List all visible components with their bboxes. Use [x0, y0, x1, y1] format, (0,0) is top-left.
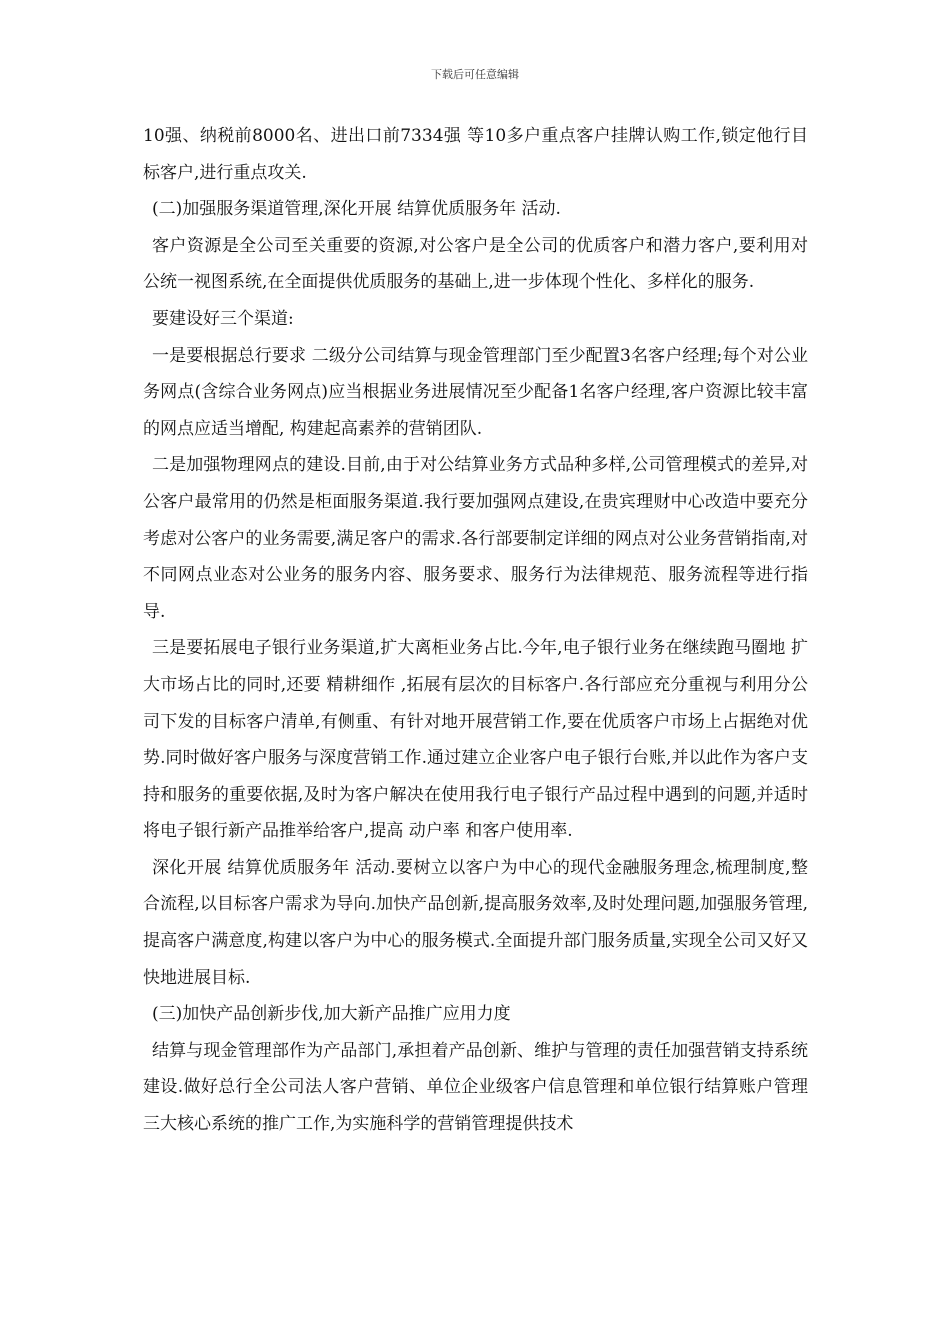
- paragraph: 客户资源是全公司至关重要的资源,对公客户是全公司的优质客户和潜力客户,要利用对公统一视图系统,在全面提供优质服务的基础上,进一步体现个性化、多样化的服务.: [143, 235, 808, 293]
- paragraph: 要建设好三个渠道:: [152, 308, 294, 329]
- paragraph: 10强、纳税前8000名、进出口前7334强 等10多户重点客户挂牌认购工作,锁定他行目标客户,进行重点攻关.: [143, 126, 808, 183]
- paragraph: 三是要拓展电子银行业务渠道,扩大离柜业务占比.今年,电子银行业务在继续跑马圈地 扩大市场占比的同时,还要 精耕细作 ,拓展有层次的目标客户.各行部应充分重视与利用分公司下发的目标客户清单,有侧重、有针对地开展营销工作,要在优质客户市场上占据绝对优势.同时做好客户服务与深度营销工作.通过建立企业客户电子银行台账,并以此作为客户支持和服务的重要依据,及时为客户解决在使用我行电子银行产品过程中遇到的问题,并适时将电子银行新产品推举给客户,提高 动户率 和客户使用率.: [143, 638, 808, 842]
- paragraph: 二是加强物理网点的建设.目前,由于对公结算业务方式品种多样,公司管理模式的差异,对公客户最常用的仍然是柜面服务渠道.我行要加强网点建设,在贵宾理财中心改造中要充分考虑对公客户的业务需要,满足客户的需求.各行部要制定详细的网点对公业务营销指南,对不同网点业态对公业务的服务内容、服务要求、服务行为法律规范、服务流程等进行指导.: [143, 455, 808, 622]
- section-heading: (三)加快产品创新步伐,加大新产品推广应用力度: [152, 1004, 511, 1025]
- document-body: [143, 118, 808, 1143]
- paragraph: 结算与现金管理部作为产品部门,承担着产品创新、维护与管理的责任加强营销支持系统建设.做好总行全公司法人客户营销、单位企业级客户信息管理和单位银行结算账户管理三大核心系统的推广工作,为实施科学的营销管理提供技术: [143, 1040, 808, 1135]
- paragraph: 一是要根据总行要求 二级分公司结算与现金管理部门至少配置3名客户经理;每个对公业务网点(含综合业务网点)应当根据业务进展情况至少配备1名客户经理,客户资源比较丰富的网点应适当增配, 构建起高素养的营销团队.: [143, 345, 808, 439]
- page-header: 下载后可任意编辑: [431, 68, 519, 81]
- paragraph: 深化开展 结算优质服务年 活动.要树立以客户为中心的现代金融服务理念,梳理制度,整合流程,以目标客户需求为导向.加快产品创新,提高服务效率,及时处理问题,加强服务管理,提高客户满意度,构建以客户为中心的服务模式.全面提升部门服务质量,实现全公司又好又快地进展目标.: [143, 857, 808, 988]
- section-heading: (二)加强服务渠道管理,深化开展 结算优质服务年 活动.: [152, 199, 561, 220]
